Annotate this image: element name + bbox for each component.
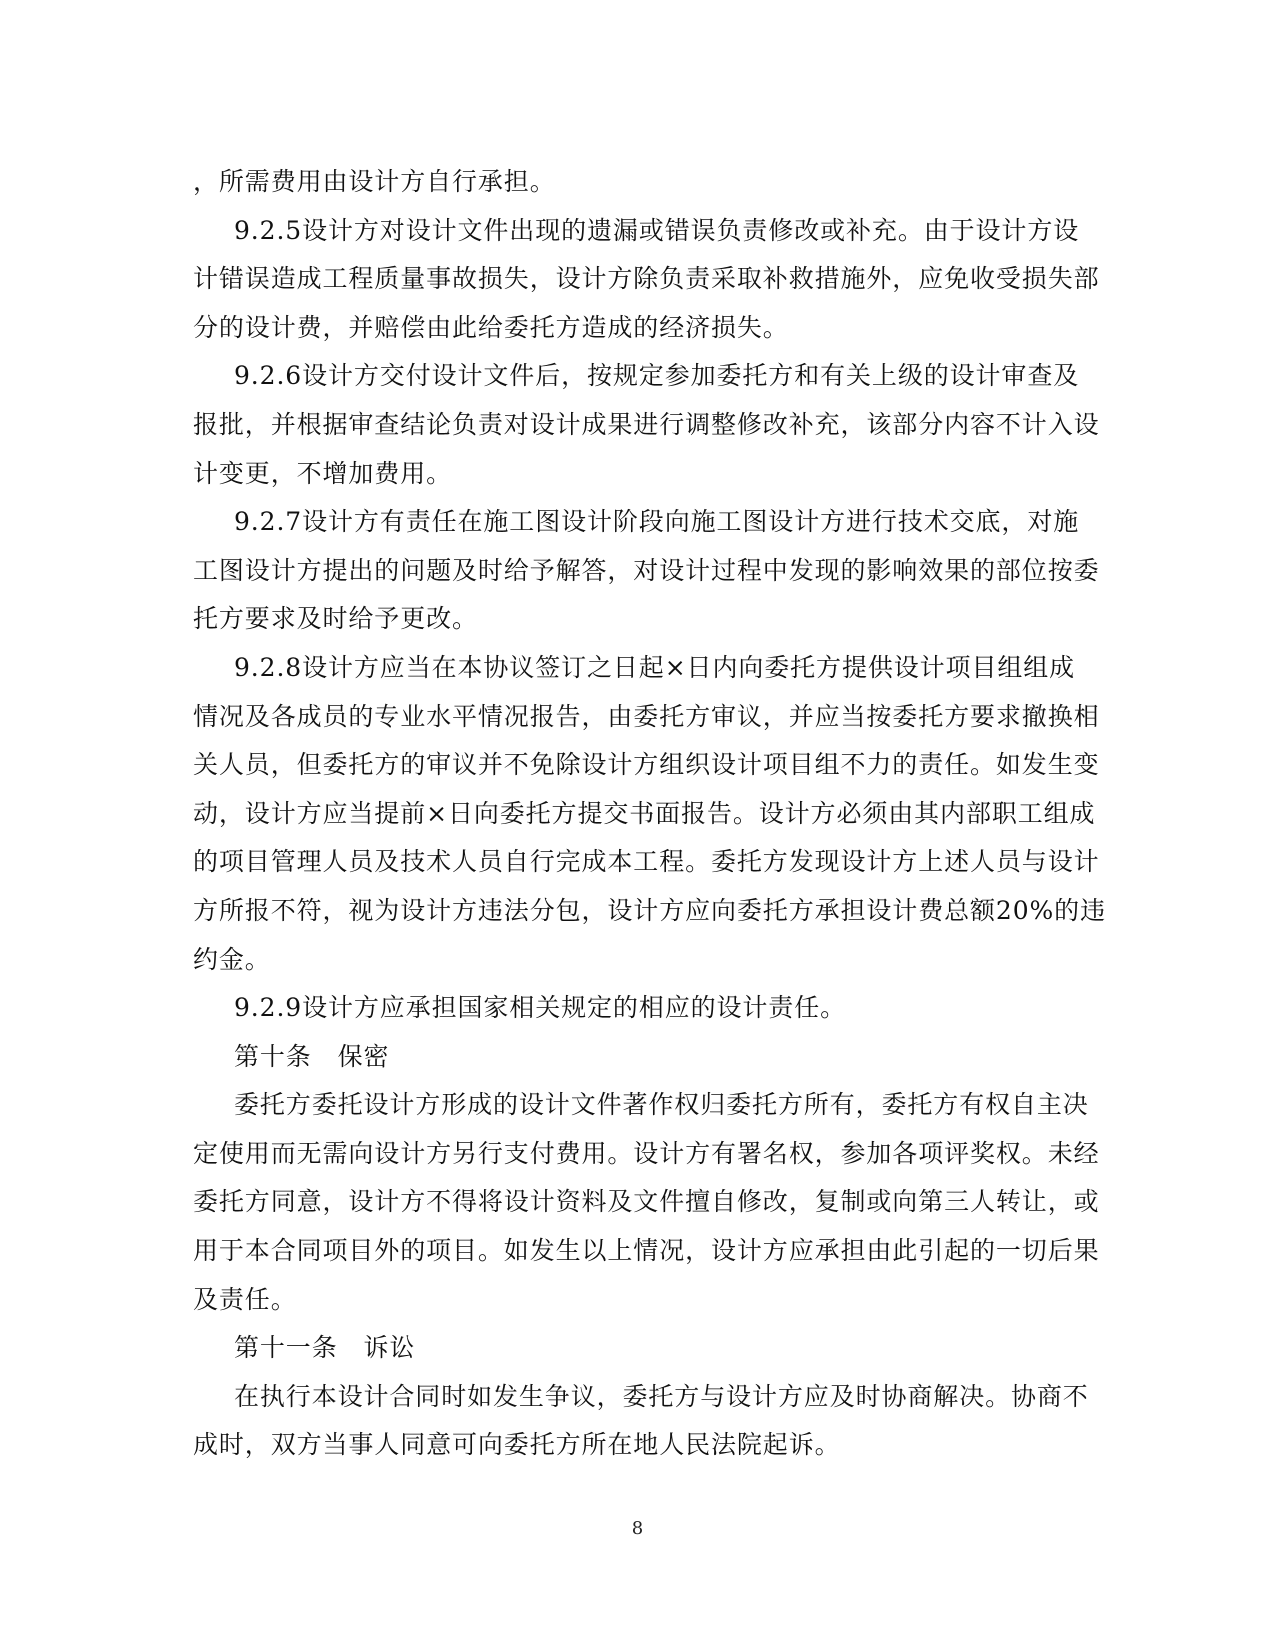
- clause-9-2-7-line: 9.2.7设计方有责任在施工图设计阶段向施工图设计方进行技术交底，对施: [234, 507, 1080, 537]
- text-line: 情况及各成员的专业水平情况报告，由委托方审议，并应当按委托方要求撤换相: [193, 701, 1100, 731]
- clause-9-2-8-line: 9.2.8设计方应当在本协议签订之日起×日内向委托方提供设计项目组组成: [234, 652, 1076, 682]
- clause-9-2-6-line: 9.2.6设计方交付设计文件后，按规定参加委托方和有关上级的设计审查及: [234, 361, 1080, 391]
- article-10-heading: 第十条 保密: [234, 1041, 390, 1071]
- text-line: 计变更，不增加费用。: [193, 458, 453, 488]
- clause-9-2-5-line: 9.2.5设计方对设计文件出现的遗漏或错误负责修改或补充。由于设计方设: [234, 215, 1080, 245]
- text-line: 及责任。: [193, 1284, 297, 1314]
- text-line: 的项目管理人员及技术人员自行完成本工程。委托方发现设计方上述人员与设计: [193, 847, 1100, 877]
- confidentiality-paragraph-line: 委托方委托设计方形成的设计文件著作权归委托方所有，委托方有权自主决: [234, 1090, 1089, 1120]
- text-line: 方所报不符，视为设计方违法分包，设计方应向委托方承担设计费总额20%的违: [193, 895, 1106, 925]
- text-line: 定使用而无需向设计方另行支付费用。设计方有署名权，参加各项评奖权。未经: [193, 1138, 1100, 1168]
- text-line: 成时，双方当事人同意可向委托方所在地人民法院起诉。: [193, 1430, 841, 1460]
- text-line: 关人员，但委托方的审议并不免除设计方组织设计项目组不力的责任。如发生变: [193, 750, 1100, 780]
- page-number: 8: [631, 1518, 644, 1539]
- clause-9-2-9-line: 9.2.9设计方应承担国家相关规定的相应的设计责任。: [234, 993, 847, 1023]
- text-line: ，所需费用由设计方自行承担。: [193, 167, 556, 196]
- text-line: 约金。: [193, 944, 271, 974]
- article-11-heading: 第十一条 诉讼: [234, 1333, 416, 1363]
- text-line: 分的设计费，并赔偿由此给委托方造成的经济损失。: [193, 312, 789, 342]
- text-line: 计错误造成工程质量事故损失，设计方除负责采取补救措施外，应免收受损失部: [193, 264, 1100, 294]
- document-body: [193, 158, 1106, 1470]
- litigation-paragraph-line: 在执行本设计合同时如发生争议，委托方与设计方应及时协商解决。协商不: [234, 1381, 1089, 1411]
- text-line: 托方要求及时给予更改。: [193, 604, 478, 634]
- text-line: 动，设计方应当提前×日向委托方提交书面报告。设计方必须由其内部职工组成: [193, 798, 1096, 828]
- text-line: 报批，并根据审查结论负责对设计成果进行调整修改补充，该部分内容不计入设: [193, 409, 1100, 439]
- text-line: 工图设计方提出的问题及时给予解答，对设计过程中发现的影响效果的部位按委: [193, 555, 1100, 585]
- text-line: 委托方同意，设计方不得将设计资料及文件擅自修改，复制或向第三人转让，或: [193, 1187, 1100, 1217]
- text-line: 用于本合同项目外的项目。如发生以上情况，设计方应承担由此引起的一切后果: [193, 1236, 1100, 1266]
